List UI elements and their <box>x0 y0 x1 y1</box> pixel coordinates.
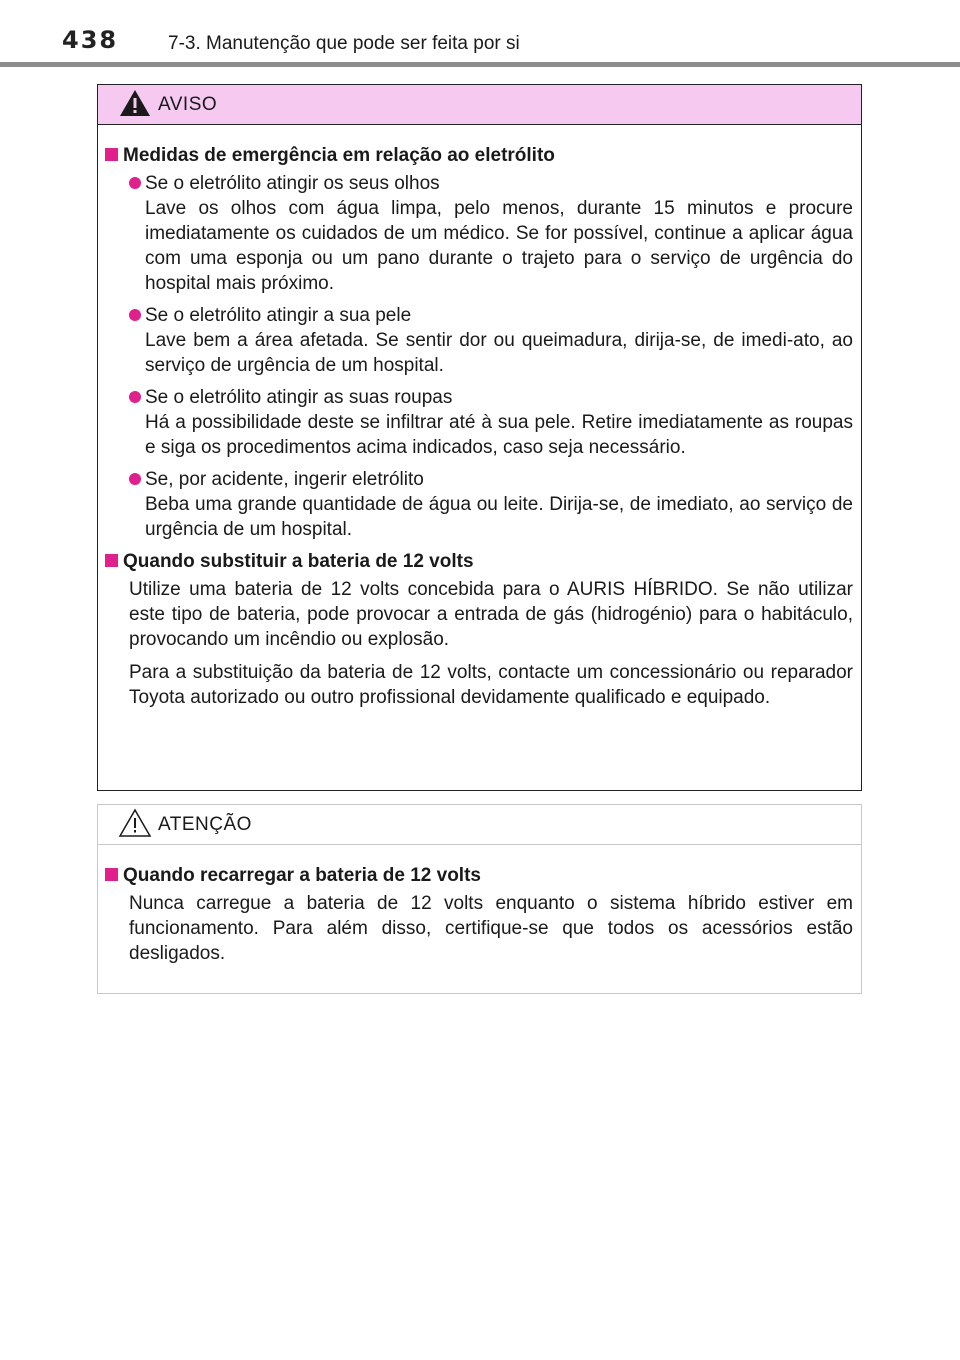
list-item <box>129 467 853 542</box>
page-number: 438 <box>62 26 119 54</box>
round-bullet-icon <box>129 473 141 485</box>
item-text: Lave os olhos com água limpa, pelo menos, durante 15 minutos e procure imediatamente os cuidados de um médico. Se for possível, continue a aplicar água com uma esponja ou um pano durante o trajeto para o serviço de urgência do hospital mais próximo. <box>145 198 853 294</box>
item-text: Há a possibilidade deste se infiltrar até à sua pele. Retire imediatamente as roupas e siga os procedimentos acima indicados, caso seja necessário. <box>145 412 853 458</box>
list-item <box>129 303 853 378</box>
section-heading-text: Medidas de emergência em relação ao eletrólito <box>123 145 555 166</box>
caution-box <box>97 804 862 994</box>
paragraph: Nunca carregue a bateria de 12 volts enquanto o sistema híbrido estiver em funcionamento. Para além disso, certifique-se que todos os acessórios estão desligados. <box>129 893 853 964</box>
section-heading-replace-battery <box>105 549 853 574</box>
item-title: Se o eletrólito atingir os seus olhos <box>145 173 440 194</box>
warning-box <box>97 84 862 791</box>
warning-triangle-icon <box>118 88 152 118</box>
paragraph: Para a substituição da bateria de 12 volts, contacte um concessionário ou reparador Toyota autorizado ou outro profissional devidamente qualificado e equipado. <box>129 662 853 708</box>
item-title: Se o eletrólito atingir a sua pele <box>145 305 412 326</box>
warning-box-body <box>98 125 861 710</box>
list-item <box>129 385 853 460</box>
list-item <box>129 171 853 296</box>
square-bullet-icon <box>105 868 118 881</box>
section-heading-emergency <box>105 143 853 168</box>
square-bullet-icon <box>105 148 118 161</box>
header-rule <box>0 62 960 67</box>
caution-label: ATENÇÃO <box>158 814 252 835</box>
item-title: Se o eletrólito atingir as suas roupas <box>145 387 453 408</box>
caution-triangle-icon <box>118 808 152 838</box>
section-heading-text: Quando substituir a bateria de 12 volts <box>123 551 474 572</box>
warning-label: AVISO <box>158 94 218 115</box>
page-header <box>0 0 960 70</box>
paragraph: Utilize uma bateria de 12 volts concebida para o AURIS HÍBRIDO. Se não utilizar este tipo de bateria, pode provocar a entrada de gás (hidrogénio) para o habitáculo, provocando um incêndio ou explosão. <box>129 579 853 650</box>
item-title: Se, por acidente, ingerir eletrólito <box>145 469 424 490</box>
caution-box-header <box>98 805 861 845</box>
caution-box-body <box>98 845 861 966</box>
section-title: 7-3. Manutenção que pode ser feita por si <box>168 33 520 54</box>
square-bullet-icon <box>105 554 118 567</box>
section-heading-recharge <box>105 863 853 888</box>
round-bullet-icon <box>129 391 141 403</box>
item-text: Lave bem a área afetada. Se sentir dor ou queimadura, dirija-se, de imedi-ato, ao serviço de urgência de um hospital. <box>145 330 853 376</box>
section-heading-text: Quando recarregar a bateria de 12 volts <box>123 865 481 886</box>
warning-box-header <box>98 85 861 125</box>
item-text: Beba uma grande quantidade de água ou leite. Dirija-se, de imediato, ao serviço de urgência de um hospital. <box>145 494 853 540</box>
round-bullet-icon <box>129 177 141 189</box>
round-bullet-icon <box>129 309 141 321</box>
